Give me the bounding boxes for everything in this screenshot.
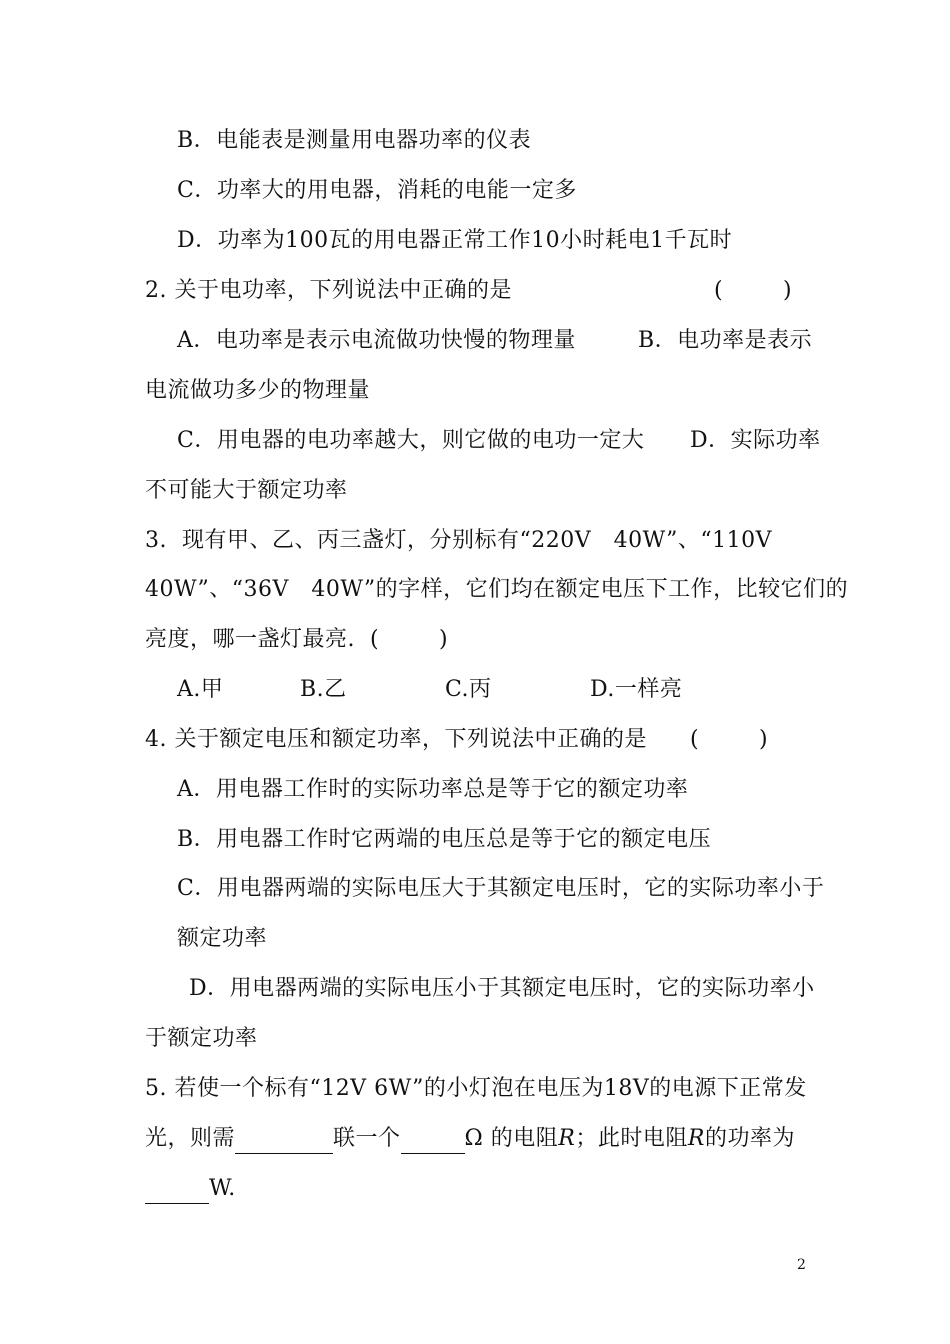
q3-option-d: D.一样亮 — [590, 677, 683, 702]
q5-text-end: W. — [209, 1176, 236, 1201]
q5-text-e: 的功率为 — [704, 1126, 795, 1151]
q2-option-b-part1: B．电功率是表示 — [638, 328, 813, 353]
q3-line1: 3. 现有甲、乙、丙三盏灯，分别标有“220V 40W”、“110V — [145, 528, 772, 553]
q4-option-d-line1: D．用电器两端的实际电压小于其额定电压时，它的实际功率小 — [189, 976, 815, 1001]
q5-blank-resistance[interactable] — [401, 1129, 465, 1154]
q3-option-c: C.丙 — [445, 677, 492, 702]
q5-line2 — [145, 1124, 795, 1154]
q2-option-b-part2: 电流做功多少的物理量 — [145, 378, 371, 403]
q5-text-d: ；此时电阻 — [575, 1126, 688, 1151]
q5-blank-power[interactable] — [145, 1179, 209, 1204]
q5-var-r-2: R — [687, 1126, 705, 1151]
q2-option-a: A．电功率是表示电流做功快慢的物理量 — [177, 328, 576, 353]
q4-option-a: A．用电器工作时的实际功率总是等于它的额定功率 — [177, 777, 689, 802]
q4-option-c-line1: C．用电器两端的实际电压大于其额定电压时，它的实际功率小于 — [177, 876, 825, 901]
q5-text-a: 光，则需 — [145, 1126, 236, 1151]
q5-text-b: 联一个 — [333, 1126, 401, 1151]
prev-option-c: C．功率大的用电器，消耗的电能一定多 — [177, 178, 577, 203]
q3-option-b: B.乙 — [300, 677, 347, 702]
q3-line3: 亮度，哪一盏灯最亮. ( ) — [145, 627, 449, 652]
q2-option-c: C．用电器的电功率越大，则它做的电功一定大 — [177, 428, 645, 453]
q5-text-c: Ω 的电阻 — [464, 1126, 559, 1151]
prev-option-b: B．电能表是测量用电器功率的仪表 — [177, 128, 532, 153]
page-number: 2 — [797, 1257, 806, 1273]
q5-line1: 5. 若使一个标有“12V 6W”的小灯泡在电压为18V的电源下正常发 — [145, 1076, 807, 1101]
q2-option-d-part1: D．实际功率 — [690, 428, 821, 453]
q4-option-d-line2: 于额定功率 — [145, 1026, 258, 1051]
q3-line2: 40W”、“36V 40W”的字样，它们均在额定电压下工作，比较它们的 — [145, 577, 849, 602]
prev-option-d: D．功率为100瓦的用电器正常工作10小时耗电1千瓦时 — [177, 228, 733, 253]
q3-option-a: A.甲 — [177, 677, 224, 702]
q4-option-b: B．用电器工作时它两端的电压总是等于它的额定电压 — [177, 827, 712, 852]
q4-option-c-line2: 额定功率 — [177, 926, 268, 951]
q5-line3 — [145, 1174, 236, 1204]
q2-option-d-part2: 不可能大于额定功率 — [145, 478, 348, 503]
q4-stem: 4. 关于额定电压和额定功率，下列说法中正确的是 — [145, 727, 647, 752]
q2-stem: 2. 关于电功率，下列说法中正确的是 — [145, 278, 512, 303]
q5-var-r: R — [558, 1126, 576, 1151]
q4-answer-paren: ( ) — [690, 727, 769, 752]
q2-answer-paren: ( ) — [714, 278, 793, 303]
q5-blank-connection[interactable] — [235, 1129, 333, 1154]
